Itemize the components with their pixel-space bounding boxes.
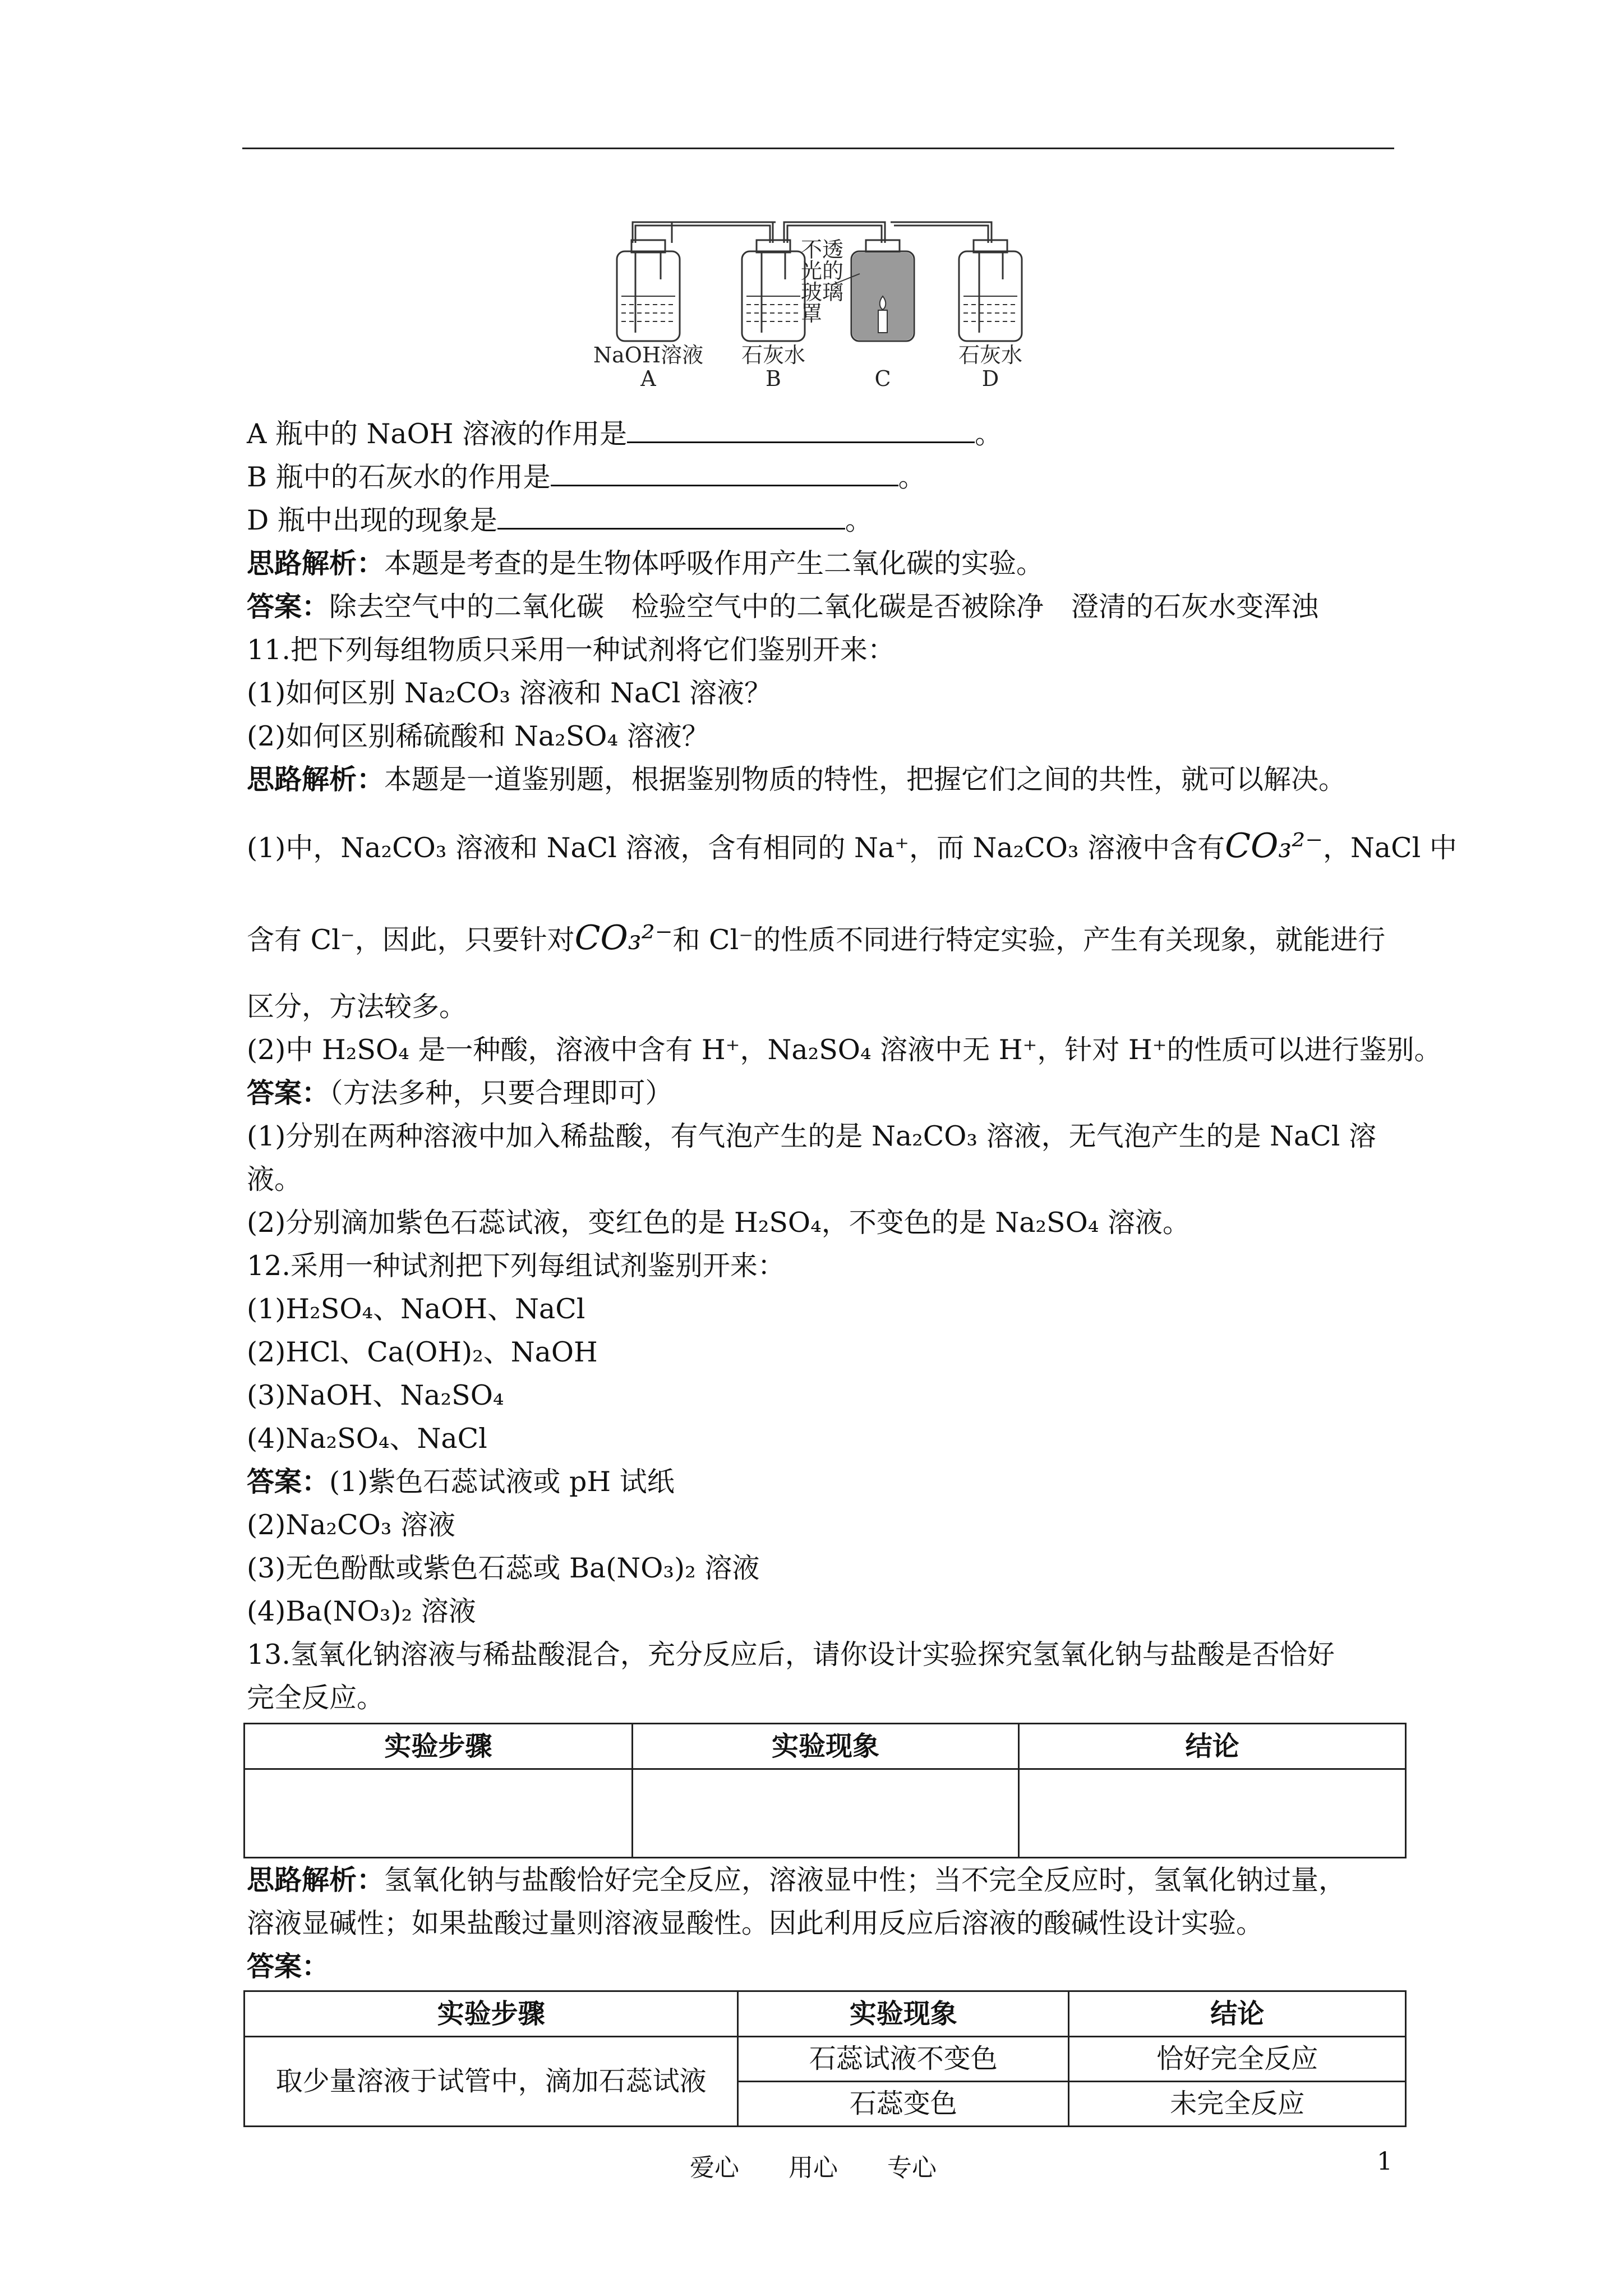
document-body <box>247 412 1457 2127</box>
bottle-c-letter: C <box>874 366 891 391</box>
question-12: 12.采用一种试剂把下列每组试剂鉴别开来： <box>247 1250 785 1282</box>
period: 。 <box>845 504 873 536</box>
cover-label-1: 不透 <box>801 237 844 262</box>
carbonate-ion: CO₃²⁻ <box>1225 826 1324 866</box>
answer-2 <box>247 1071 1396 1115</box>
question-11: 11.把下列每组物质只采用一种试剂将它们鉴别开来： <box>247 634 895 666</box>
answer-text: 除去空气中的二氧化碳 检验空气中的二氧化碳是否被除净 澄清的石灰水变浑浊 <box>329 591 1319 623</box>
analysis-text: 本题是一道鉴别题，根据鉴别物质的特性，把握它们之间的共性，就可以解决。 <box>384 763 1347 795</box>
cover-label-4: 罩 <box>801 301 823 326</box>
answer-label: 答案： <box>247 1076 330 1109</box>
analysis-2 <box>247 758 1396 801</box>
phenomenon-cell: 石蕊变色 <box>738 2082 1069 2127</box>
table-header-phenomenon: 实验现象 <box>632 1724 1019 1769</box>
analysis-3 <box>247 1858 1396 1902</box>
answer-blank-a[interactable] <box>627 413 975 443</box>
analysis-text: 氢氧化钠与盐酸恰好完全反应，溶液显中性；当不完全反应时，氢氧化钠过量， <box>384 1864 1347 1896</box>
question-13-cont: 完全反应。 <box>247 1682 385 1714</box>
period: 。 <box>975 418 1003 450</box>
footer-text: 爱心 用心 专心 <box>690 2154 937 2182</box>
answer-blank-d[interactable] <box>497 500 845 530</box>
analysis-text: (1)中，Na₂CO₃ 溶液和 NaCl 溶液，含有相同的 Na⁺，而 Na₂CO₃ 溶液中含有 <box>247 832 1225 864</box>
answer-label: 答案： <box>247 1950 330 1982</box>
question-12-4: (4)Na₂SO₄、NaCl <box>247 1423 487 1455</box>
analysis-label: 思路解析： <box>247 763 385 795</box>
blank-step-cell[interactable] <box>245 1769 633 1858</box>
analysis-label: 思路解析： <box>247 547 385 579</box>
apparatus-diagram <box>593 212 1031 392</box>
answer-text: （方法多种，只要合理即可） <box>329 1077 673 1109</box>
answer-11-1-cont: 液。 <box>247 1163 302 1195</box>
analysis-2-p2 <box>247 893 1396 985</box>
cover-label-3: 玻璃 <box>801 280 844 305</box>
blank-phenomenon-cell[interactable] <box>632 1769 1019 1858</box>
bottle-d-letter: D <box>981 366 999 391</box>
answer-11-1: (1)分别在两种溶液中加入稀盐酸，有气泡产生的是 Na₂CO₃ 溶液，无气泡产生的是 NaCl 溶 <box>247 1120 1377 1152</box>
answer-label: 答案： <box>247 590 330 623</box>
analysis-2-p3: 区分，方法较多。 <box>247 991 467 1023</box>
page-number: 1 <box>1377 2147 1393 2176</box>
answer-12-4: (4)Ba(NO₃)₂ 溶液 <box>247 1595 476 1627</box>
question-11-1: (1)如何区别 Na₂CO₃ 溶液和 NaCl 溶液？ <box>247 677 772 709</box>
experiment-table-blank <box>243 1723 1407 1858</box>
question-b-text: B 瓶中的石灰水的作用是 <box>247 461 551 493</box>
analysis-text: 含有 Cl⁻，因此，只要针对 <box>247 924 575 956</box>
table-header-step: 实验步骤 <box>245 1724 633 1769</box>
question-12-3: (3)NaOH、Na₂SO₄ <box>247 1379 504 1411</box>
answer-12-3: (3)无色酚酞或紫色石蕊或 Ba(NO₃)₂ 溶液 <box>247 1552 760 1584</box>
question-b-line <box>247 455 1396 499</box>
header-rule <box>242 148 1394 149</box>
bottle-a-letter: A <box>640 366 656 391</box>
analysis-3-cont: 溶液显碱性；如果盐酸过量则溶液显酸性。因此利用反应后溶液的酸碱性设计实验。 <box>247 1907 1264 1939</box>
analysis-text: 和 Cl⁻的性质不同进行特定实验，产生有关现象，就能进行 <box>672 924 1386 956</box>
bottle-d-label: 石灰水 <box>958 343 1023 367</box>
question-12-2: (2)HCl、Ca(OH)₂、NaOH <box>247 1336 598 1368</box>
answer-11-2: (2)分别滴加紫色石蕊试液，变红色的是 H₂SO₄，不变色的是 Na₂SO₄ 溶液。 <box>247 1207 1191 1239</box>
cover-label-2: 光的 <box>801 259 844 283</box>
question-13: 13.氢氧化钠溶液与稀盐酸混合，充分反应后，请你设计实验探究氢氧化钠与盐酸是否恰好 <box>247 1639 1335 1671</box>
bottle-b-letter: B <box>766 366 781 391</box>
apparatus-figure <box>593 212 1031 392</box>
question-12-1: (1)H₂SO₄、NaOH、NaCl <box>247 1293 585 1325</box>
question-d-text: D 瓶中出现的现象是 <box>247 504 497 536</box>
question-d-line <box>247 499 1396 542</box>
question-a-text: A 瓶中的 NaOH 溶液的作用是 <box>247 418 628 450</box>
question-11-2: (2)如何区别稀硫酸和 Na₂SO₄ 溶液？ <box>247 720 709 752</box>
analysis-text: ，NaCl 中 <box>1323 832 1457 864</box>
analysis-text: 本题是考查的是生物体呼吸作用产生二氧化碳的实验。 <box>384 547 1044 579</box>
analysis-label: 思路解析： <box>247 1864 385 1896</box>
phenomenon-cell: 石蕊试液不变色 <box>738 2037 1069 2082</box>
bottle-b-label: 石灰水 <box>741 343 806 367</box>
analysis-2-p4: (2)中 H₂SO₄ 是一种酸，溶液中含有 H⁺，Na₂SO₄ 溶液中无 H⁺，针对 H⁺的性质可以进行鉴别。 <box>247 1034 1442 1066</box>
conclusion-cell: 未完全反应 <box>1069 2082 1406 2127</box>
analysis-1 <box>247 542 1396 585</box>
question-a-line <box>247 412 1396 455</box>
experiment-table-answer <box>243 1990 1407 2127</box>
step-cell: 取少量溶液于试管中，滴加石蕊试液 <box>245 2037 738 2127</box>
answer-1 <box>247 585 1396 628</box>
conclusion-cell: 恰好完全反应 <box>1069 2037 1406 2082</box>
answer-12-2: (2)Na₂CO₃ 溶液 <box>247 1509 456 1541</box>
table-row <box>245 2037 1406 2082</box>
answer-text: (1)紫色石蕊试液或 pH 试纸 <box>329 1466 675 1498</box>
analysis-2-p1 <box>247 801 1457 893</box>
blank-conclusion-cell[interactable] <box>1019 1769 1406 1858</box>
table-header-conclusion: 结论 <box>1069 1991 1406 2037</box>
answer-12-1 <box>247 1460 1396 1503</box>
period: 。 <box>898 461 926 493</box>
answer-blank-b[interactable] <box>551 457 898 486</box>
table-header-phenomenon: 实验现象 <box>738 1991 1069 2037</box>
table-header-step: 实验步骤 <box>245 1991 738 2037</box>
answer-label: 答案： <box>247 1465 330 1498</box>
bottle-a-label: NaOH溶液 <box>593 343 704 367</box>
table-header-conclusion: 结论 <box>1019 1724 1406 1769</box>
carbonate-ion: CO₃²⁻ <box>574 918 673 958</box>
